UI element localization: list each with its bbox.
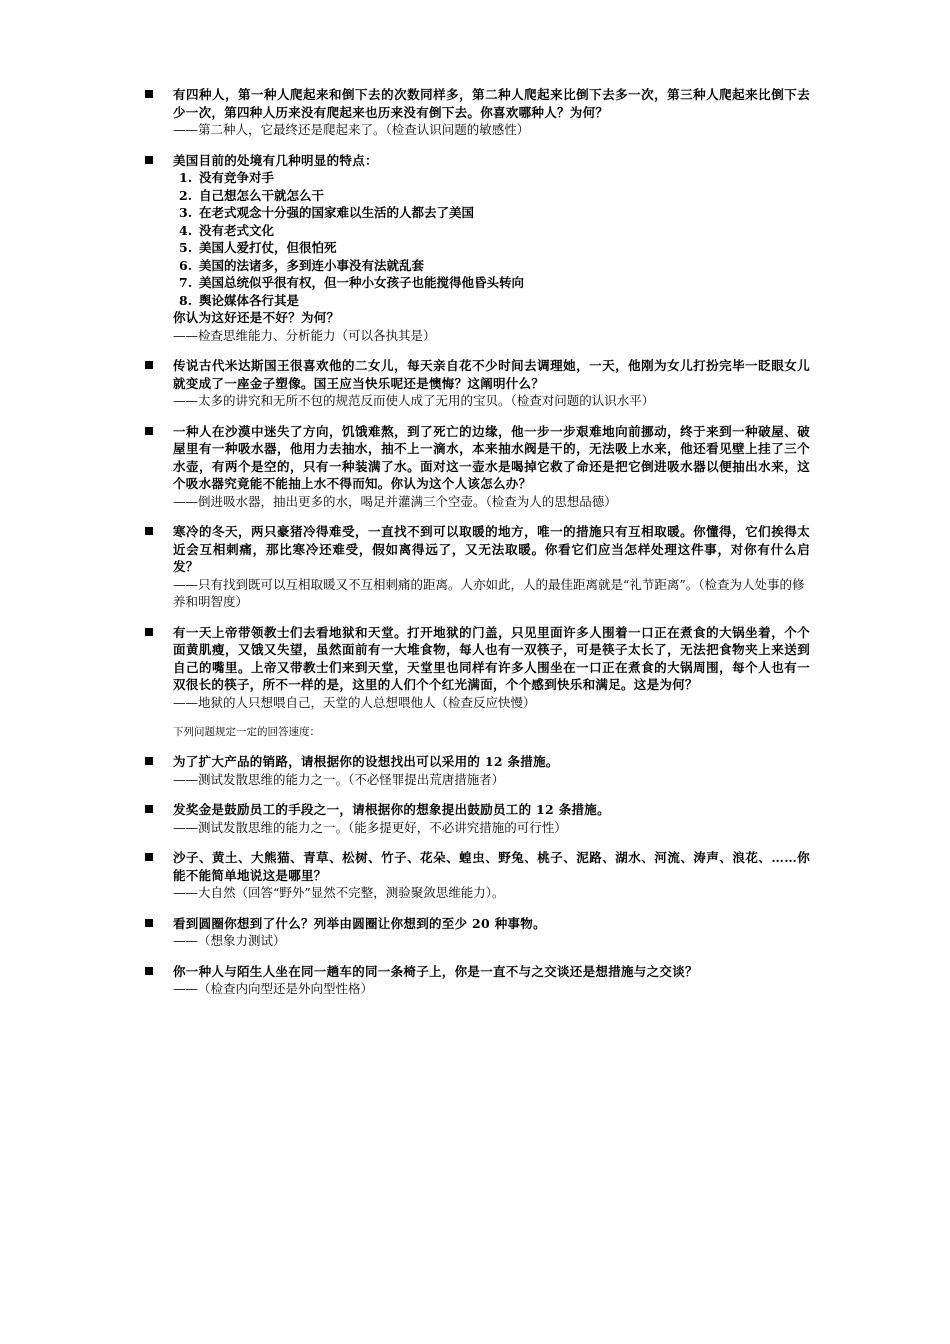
answer-text: ——检查思维能力、分析能力（可以各执其是） [173,327,436,343]
square-bullet-icon [145,967,153,975]
list-item: 7. 美国总统似乎很有权，但一种小女孩子也能搅得他昏头转向 [179,275,525,290]
list-item: 1. 没有竞争对手 [179,170,275,185]
question-text: 看到圆圈你想到了什么？列举由圆圈让你想到的至少 20 种事物。 [173,915,546,931]
question-item [145,963,810,998]
feature-list [173,169,810,309]
question-text: 传说古代米达斯国王很喜欢他的二女儿，每天亲自花不少时间去调理她，一天，他刚为女儿打扮完毕一眨眼女儿就变成了一座金子塑像。国王应当快乐呢还是懊悔？这阐明什么？ [173,358,810,391]
question-item [145,86,810,139]
question-item [145,753,810,788]
answer-text: ——大自然（回答“野外”显然不完整，测验聚敛思维能力）。 [173,885,505,900]
answer-text: ——（检查内向型还是外向型性格） [173,981,374,996]
answer-text: ——测试发散思维的能力之一。（不必怪罪提出荒唐措施者） [173,771,505,787]
question-item [145,849,810,902]
answer-text: ——第二种人，它最终还是爬起来了。（检查认识问题的敏感性） [173,122,530,137]
question-item [145,801,810,836]
square-bullet-icon [145,90,153,98]
square-bullet-icon [145,361,153,369]
question-text: 为了扩大产品的销路，请根据你的设想找出可以采用的 12 条措施。 [173,754,559,769]
answer-text: ——太多的讲究和无所不包的规范反而使人成了无用的宝贝。（检查对问题的认识水平） [173,393,655,408]
question-text: 美国目前的处境有几种明显的特点： [173,152,378,168]
square-bullet-icon [145,757,153,765]
square-bullet-icon [145,156,153,164]
square-bullet-icon [145,628,153,636]
answer-text: ——地狱的人只想喂自己，天堂的人总想喂他人（检查反应快慢） [173,694,536,710]
answer-text: ——（想象力测试） [173,933,286,948]
question-text: 发奖金是鼓励员工的手段之一，请根据你的想象提出鼓励员工的 12 条措施。 [173,802,610,817]
question-item [145,523,810,611]
question-item [145,624,810,712]
list-item: 8. 舆论媒体各行其是 [179,292,300,308]
list-item: 5. 美国人爱打仗，但很怕死 [179,240,337,255]
document-body [145,86,810,1011]
square-bullet-icon [145,853,153,861]
square-bullet-icon [145,919,153,927]
answer-text: ——倒进吸水器，抽出更多的水，喝足并灌满三个空壶。（检查为人的思想品德） [173,493,617,509]
speed-note: 下列问题规定一定的回答速度： [173,726,320,738]
list-item: 4. 没有老式文化 [179,222,275,238]
square-bullet-icon [145,805,153,813]
question-text: 沙子、黄土、大熊猫、青草、松树、竹子、花朵、蝗虫、野兔、桃子、泥路、湖水、河流、涛声、浪花、……你能不能简单地说这是哪里？ [173,850,810,883]
question-text: 你一种人与陌生人坐在同一趟车的同一条椅子上，你是一直不与之交谈还是想措施与之交谈？ [173,963,698,979]
square-bullet-icon [145,427,153,435]
list-item: 2. 自己想怎么干就怎么干 [179,187,325,203]
answer-text: ——只有找到既可以互相取暖又不互相刺痛的距离。人亦如此，人的最佳距离就是“礼节距离”。（检查为人处事的修养和明智度） [173,576,805,609]
question-text: 你认为这好还是不好？为何？ [173,310,340,325]
square-bullet-icon [145,527,153,535]
question-text: 有一天上帝带领教士们去看地狱和天堂。打开地狱的门盖，只见里面许多人围着一口正在煮食的大锅坐着，个个面黄肌瘦，又饿又失望，虽然面前有一大堆食物，每人也有一双筷子，可是筷子太长了，无法把食物夹上来送到自己的嘴里。上帝又带教士们来到天堂，天堂里也同样有许多人围坐在一口正在煮食的大锅周围，每个人也有一双很长的筷子，所不一样的是，这里的人们个个红光满面，个个感到快乐和满足。这是为何？ [173,624,810,692]
list-item: 3. 在老式观念十分强的国家难以生活的人都去了美国 [179,205,475,220]
question-text: 有四种人，第一种人爬起来和倒下去的次数同样多，第二种人爬起来比倒下去多一次，第三种人爬起来比倒下去少一次，第四种人历来没有爬起来也历来没有倒下去。你喜欢哪种人？为何？ [173,87,810,120]
question-item [145,357,810,410]
question-item [145,423,810,511]
answer-text: ——测试发散思维的能力之一。（能多提更好，不必讲究措施的可行性） [173,819,567,835]
question-item [145,915,810,950]
list-item: 6. 美国的法诸多，多到连小事没有法就乱套 [179,257,425,273]
question-item [145,152,810,345]
question-text: 一种人在沙漠中迷失了方向，饥饿难熬，到了死亡的边缘，他一步一步艰难地向前挪动，终于来到一种破屋、破屋里有一种吸水器，他用力去抽水，抽不上一滴水，本来抽水阀是干的，无法吸上水来，他还看见壁上挂了三个水壶，有两个是空的，只有一种装满了水。面对这一壶水是喝掉它救了命还是把它倒进吸水器以便抽出水来，这个吸水器究竟能不能抽上水不得而知。你认为这个人该怎么办？ [173,423,810,491]
question-text: 寒冷的冬天，两只豪猪冷得难受，一直找不到可以取暖的地方，唯一的措施只有互相取暖。你懂得，它们挨得太近会互相刺痛，那比寒冷还难受，假如离得远了，又无法取暖。你看它们应当怎样处理这件事，对你有什么启发？ [173,524,810,574]
